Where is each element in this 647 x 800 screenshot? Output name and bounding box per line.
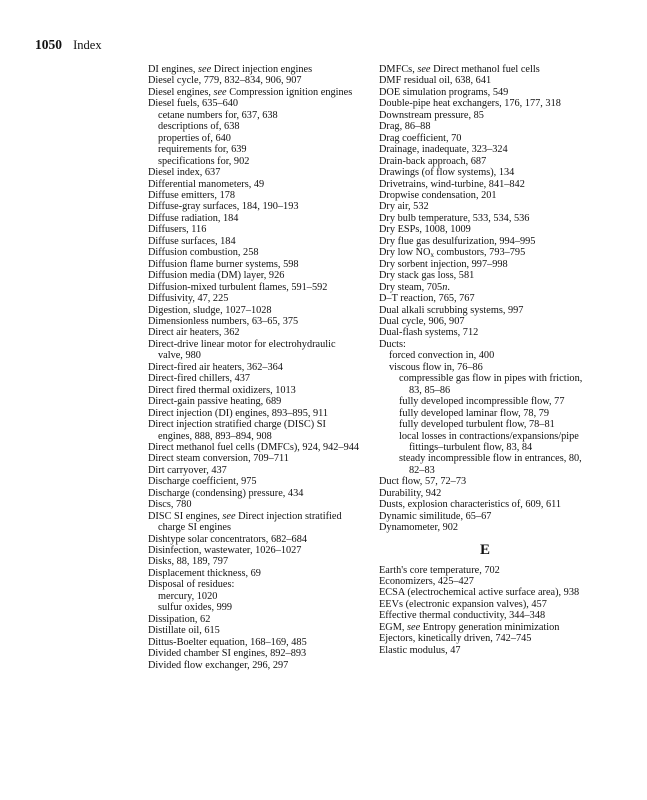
index-subentry: cetane numbers for, 637, 638 bbox=[158, 109, 278, 121]
index-entry: Dishtype solar concentrators, 682–684 bbox=[148, 533, 307, 545]
index-entry: Earth's core temperature, 702 bbox=[379, 564, 500, 576]
index-entry: Dropwise condensation, 201 bbox=[379, 189, 497, 201]
section-letter-e: E bbox=[479, 541, 490, 558]
index-entry: Dry sorbent injection, 997–998 bbox=[379, 258, 508, 270]
index-subentry: fully developed turbulent flow, 78–81 bbox=[399, 419, 555, 431]
index-entry: Drawings (of flow systems), 134 bbox=[379, 167, 515, 179]
index-entry: DMFCs, see Direct methanol fuel cells bbox=[379, 64, 540, 75]
index-subentry: properties of, 640 bbox=[158, 132, 231, 144]
index-entry: EGM, see Entropy generation minimization bbox=[379, 621, 560, 633]
index-entry: D–T reaction, 765, 767 bbox=[379, 293, 475, 305]
index-entry: Durability, 942 bbox=[379, 487, 442, 499]
index-subentry: steady incompressible flow in entrances, 80, 82–83 bbox=[399, 453, 582, 476]
index-entry: Drag, 86–88 bbox=[379, 121, 431, 133]
index-entry: Ejectors, kinetically driven, 742–745 bbox=[379, 633, 532, 645]
index-entry: Divided flow exchanger, 296, 297 bbox=[148, 659, 289, 671]
index-entry: Diesel engines, see Compression ignition engines bbox=[148, 86, 353, 98]
index-entry: Direct air heaters, 362 bbox=[148, 327, 240, 339]
index-entry: Direct injection stratified charge (DISC) SI engines, 888, 893–894, 908 bbox=[148, 419, 326, 442]
see-reference: see bbox=[213, 86, 227, 98]
index-entry: EEVs (electronic expansion valves), 457 bbox=[379, 598, 547, 610]
see-reference: see bbox=[407, 621, 421, 633]
see-reference: see bbox=[417, 64, 431, 75]
index-entry: Drainage, inadequate, 323–324 bbox=[379, 144, 508, 156]
index-subentry: mercury, 1020 bbox=[158, 590, 218, 602]
index-entry: Downstream pressure, 85 bbox=[379, 109, 484, 121]
index-entry: Drivetrains, wind-turbine, 841–842 bbox=[379, 178, 525, 190]
index-entry: Disks, 88, 189, 797 bbox=[148, 556, 229, 568]
page-header bbox=[35, 37, 102, 53]
index-entry: Diffuse-gray surfaces, 184, 190–193 bbox=[148, 201, 299, 213]
index-entry: Dusts, explosion characteristics of, 609, 611 bbox=[379, 499, 562, 511]
index-entry: Elastic modulus, 47 bbox=[379, 644, 461, 656]
index-entry: Dittus-Boelter equation, 168–169, 485 bbox=[148, 636, 307, 648]
index-entry: DISC SI engines, see Direct injection stratified charge SI engines bbox=[148, 510, 342, 534]
index-entry: Dry low $NO_x$ combustors, 793–795 bbox=[379, 247, 526, 260]
index-entry: Diffusivity, 47, 225 bbox=[148, 293, 229, 305]
index-entry: Duct flow, 57, 72–73 bbox=[379, 476, 467, 488]
running-title: Index bbox=[73, 38, 102, 52]
index-entry: Diesel fuels, 635–640 bbox=[148, 98, 239, 110]
index-entry: Diesel index, 637 bbox=[148, 167, 221, 179]
index-entry: Direct injection (DI) engines, 893–895, 911 bbox=[148, 407, 329, 419]
index-entry: Differential manometers, 49 bbox=[148, 178, 265, 190]
index-entry: Discs, 780 bbox=[148, 499, 192, 511]
index-entry: Direct steam conversion, 709–711 bbox=[148, 453, 289, 465]
index-entry: Dry flue gas desulfurization, 994–995 bbox=[379, 235, 536, 247]
index-entry: Dual cycle, 906, 907 bbox=[379, 315, 465, 327]
index-entry: Distillate oil, 615 bbox=[148, 625, 220, 637]
index-entry: Dimensionless numbers, 63–65, 375 bbox=[148, 315, 299, 327]
index-entry: Diffuse radiation, 184 bbox=[148, 212, 239, 224]
index-entry: Diffusion combustion, 258 bbox=[148, 247, 259, 259]
index-subentry: fully developed laminar flow, 78, 79 bbox=[399, 407, 550, 419]
index-subentry: compressible gas flow in pipes with friction, 83, 85–86 bbox=[399, 373, 583, 396]
index-subentry: sulfur oxides, 999 bbox=[158, 602, 233, 614]
right-index-column bbox=[379, 64, 591, 656]
index-entry: Displacement thickness, 69 bbox=[148, 567, 261, 579]
index-entry: Diffuse surfaces, 184 bbox=[148, 235, 236, 247]
index-entry: Ducts: bbox=[379, 338, 406, 350]
index-entry: Dissipation, 62 bbox=[148, 613, 211, 625]
index-entry: Dynamometer, 902 bbox=[379, 522, 459, 534]
index-entry: Direct-fired chillers, 437 bbox=[148, 373, 251, 385]
index-entry: Economizers, 425–427 bbox=[379, 576, 474, 588]
left-index-column bbox=[148, 64, 361, 671]
index-entry: ECSA (electrochemical active surface area), 938 bbox=[379, 587, 580, 599]
index-entry: Dynamic similitude, 65–67 bbox=[379, 510, 492, 522]
index-entry: Direct-gain passive heating, 689 bbox=[148, 396, 282, 408]
index-subentry: specifications for, 902 bbox=[158, 155, 250, 167]
index-entry: Double-pipe heat exchangers, 176, 177, 318 bbox=[379, 98, 561, 110]
index-entry: Divided chamber SI engines, 892–893 bbox=[148, 648, 307, 660]
index-subentry: fully developed incompressible flow, 77 bbox=[399, 396, 565, 408]
index-entry: Discharge (condensing) pressure, 434 bbox=[148, 487, 304, 499]
index-entry: Direct fired thermal oxidizers, 1013 bbox=[148, 384, 296, 396]
index-entry: Disposal of residues: bbox=[148, 579, 235, 591]
index-subentry: local losses in contractions/expansions/pipe fittings–turbulent flow, 83, 84 bbox=[399, 430, 579, 453]
index-entry: Dry bulb temperature, 533, 534, 536 bbox=[379, 212, 530, 224]
index-entry: Diesel cycle, 779, 832–834, 906, 907 bbox=[148, 75, 302, 87]
index-entry: Dry ESPs, 1008, 1009 bbox=[379, 224, 471, 236]
index-subentry: viscous flow in, 76–86 bbox=[389, 361, 483, 373]
see-reference: see bbox=[222, 510, 236, 522]
index-subentry: descriptions of, 638 bbox=[158, 121, 240, 133]
section-d-entries bbox=[379, 64, 591, 534]
index-entry: DMF residual oil, 638, 641 bbox=[379, 75, 492, 87]
index-entry: DOE simulation programs, 549 bbox=[379, 86, 509, 98]
index-entry: Diffusion media (DM) layer, 926 bbox=[148, 270, 285, 282]
index-entry: Direct methanol fuel cells (DMFCs), 924, 942–944 bbox=[148, 441, 360, 453]
index-entry: Disinfection, wastewater, 1026–1027 bbox=[148, 545, 302, 557]
index-entry: Digestion, sludge, 1027–1028 bbox=[148, 304, 272, 316]
index-entry: Direct-fired air heaters, 362–364 bbox=[148, 361, 283, 373]
index-entry: Dual-flash systems, 712 bbox=[379, 327, 479, 339]
index-entry: Dry stack gas loss, 581 bbox=[379, 270, 475, 282]
index-entry: Dry steam, 705n. bbox=[379, 281, 450, 293]
index-entry: Drag coefficient, 70 bbox=[379, 132, 462, 144]
index-subentry: requirements for, 639 bbox=[158, 144, 247, 156]
page-number: 1050 bbox=[35, 37, 62, 52]
index-entry: Dirt carryover, 437 bbox=[148, 464, 227, 476]
index-entry: Diffusion-mixed turbulent flames, 591–592 bbox=[148, 281, 328, 293]
index-entry: DI engines, see Direct injection engines bbox=[148, 64, 313, 75]
index-entry: Dual alkali scrubbing systems, 997 bbox=[379, 304, 524, 316]
index-entry: Dry air, 532 bbox=[379, 201, 429, 213]
index-entry: Diffuse emitters, 178 bbox=[148, 189, 236, 201]
index-entry: Direct-drive linear motor for electrohydraulic valve, 980 bbox=[148, 338, 336, 362]
index-entry: Effective thermal conductivity, 344–348 bbox=[379, 610, 546, 622]
index-subentry: forced convection in, 400 bbox=[389, 350, 495, 362]
index-entry: Diffusers, 116 bbox=[148, 224, 207, 236]
index-entry: Discharge coefficient, 975 bbox=[148, 476, 257, 488]
index-entry: Diffusion flame burner systems, 598 bbox=[148, 258, 299, 270]
section-e-entries bbox=[379, 565, 591, 657]
index-entry: Drain-back approach, 687 bbox=[379, 155, 487, 167]
see-reference: see bbox=[198, 64, 212, 75]
